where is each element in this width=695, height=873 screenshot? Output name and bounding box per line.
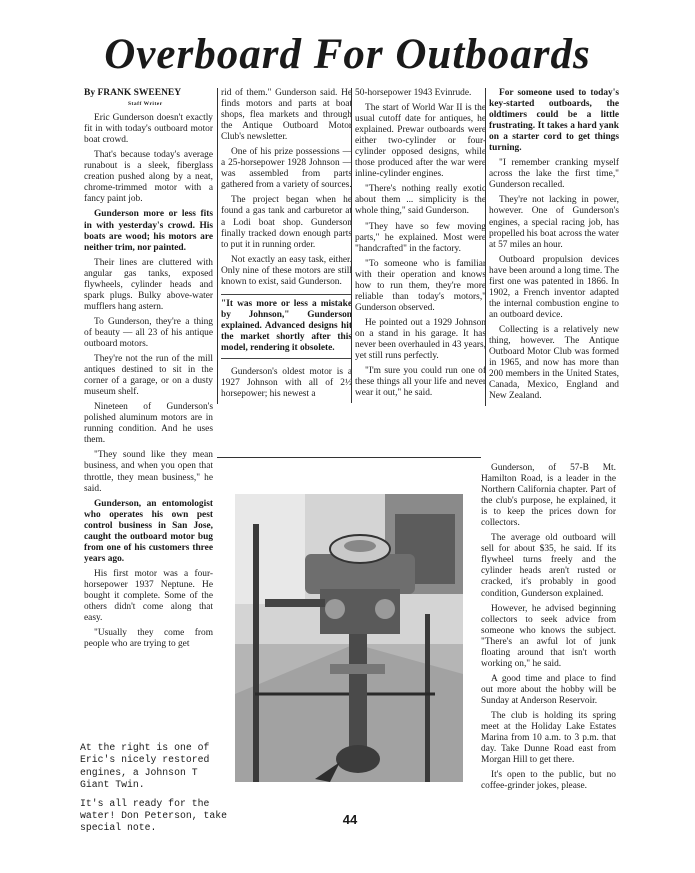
paragraph: However, he advised beginning collectors to seek advice from someone who knows the subject. "There's an awful lot of junk floating around that isn't worth working on," he said. — [481, 603, 616, 669]
column-4-continued — [481, 463, 616, 796]
outboard-motor-illustration — [235, 494, 463, 782]
paragraph: One of his prize possessions — a 25-horsepower 1928 Johnson — was assembled from parts gathered from a variety of sources. — [221, 147, 352, 191]
photo-caption — [80, 742, 230, 841]
column-2 — [217, 88, 352, 404]
column-4 — [485, 88, 619, 406]
byline-role: Staff Writer — [128, 101, 163, 108]
article-title: Overboard For Outboards — [104, 31, 591, 78]
paragraph: "There's nothing really exotic about them ... simplicity is the whole thing," said Gunderson. — [355, 184, 486, 217]
paragraph: Their lines are cluttered with angular gas tanks, exposed flywheels, cylinder heads and spark plugs. Bulky above-water mufflers hang astern. — [84, 257, 213, 312]
paragraph: The start of World War II is the usual cutoff date for antiques, he explained. Prewar outboards were either two-cylinder or four-cylinder opposed designs, while those produced after the war were inline-cylinder engines. — [355, 103, 486, 180]
column-1 — [84, 88, 213, 654]
paragraph-bold: Gunderson, an entomologist who operates his own pest control business in San Jose, caught the outboard motor bug from one of his customers three years ago. — [84, 498, 213, 564]
paragraph: They're not the run of the mill antiques destined to sit in the corner of a garage, or on a dusty museum shelf. — [84, 354, 213, 398]
paragraph: Nineteen of Gunderson's polished aluminum motors are in running condition. And he uses them. — [84, 402, 213, 446]
paragraph: 50-horsepower 1943 Evinrude. — [355, 88, 472, 98]
paragraph: The average old outboard will sell for about $35, he said. If its flywheel turns freely and the cylinder heads aren't rusted or cracked, it's probably in good condition, Gunderson explained. — [481, 533, 616, 599]
horizontal-rule — [217, 457, 481, 458]
paragraph: His first motor was a four-horsepower 1937 Neptune. He bought it complete. Some of the others didn't come along that easy. — [84, 568, 213, 624]
paragraph: rid of them." Gunderson said. He finds motors and parts at boat shops, flea markets and through the Antique Outboard Motor Club's newsletter. — [221, 88, 352, 143]
paragraph: Gunderson, of 57-B Mt. Hamilton Road, is a leader in the Northern California chapter. Part of the club's purpose, he explained, it is to keep the prices down for collectors. — [481, 463, 616, 529]
paragraph: "They sound like they mean business, and when you open that throttle, they mean business," he said. — [84, 450, 213, 494]
paragraph: "Usually they come from people who are trying to get — [84, 628, 213, 650]
pull-quote: "It was more or less a mistake by Johnson," Gunderson explained. Advanced designs hit the market shortly after this model, rendering it obsolete. — [221, 294, 352, 359]
paragraph: He pointed out a 1929 Johnson on a stand in his garage. It has never been overhauled in 43 years, yet still runs perfectly. — [355, 317, 486, 362]
paragraph: Eric Gunderson doesn't exactly fit in with today's outboard motor boat crowd. — [84, 113, 213, 146]
outboard-motor-photo — [235, 494, 463, 782]
paragraph: The project began when he found a gas tank and carburetor at a Lodi boat shop. Gunderson finally tracked down enough parts to put it in running order. — [221, 195, 352, 250]
paragraph: Gunderson's oldest motor is a 1927 Johnson with all of 2½ horsepower; his newest a — [221, 367, 352, 400]
paragraph-bold: For someone used to today's key-started outboards, the oldtimers could be a little frustrating. It takes a hard yank on a starter cord to get things turning. — [489, 88, 619, 154]
paragraph: It's open to the public, but no coffee-grinder jokes, please. — [481, 770, 616, 792]
paragraph: They're not lacking in power, however. One of Gunderson's engines, a special racing job, has propelled his boat across the water at 57 miles an hour. — [489, 195, 619, 250]
paragraph: A good time and place to find out more about the hobby will be Sunday at Anderson Reservoir. — [481, 673, 616, 706]
paragraph: "I'm sure you could run one of these things all your life and never wear it out," he said. — [355, 366, 486, 399]
page-number: 44 — [342, 812, 358, 827]
caption-line: It's all ready for the water! Don Peterson, take special note. — [80, 797, 227, 834]
byline: By FRANK SWEENEY — [84, 88, 182, 98]
paragraph: "I remember cranking myself across the lake the first time," Gunderson recalled. — [489, 158, 619, 191]
paragraph-bold: Gunderson more or less fits in with yesterday's crowd. His boats are wood; his motors are neither trim, nor painted. — [84, 209, 213, 253]
paragraph: "To someone who is familiar with their operation and knows how to run them, they're more reliable than today's motors," Gunderson observed. — [355, 258, 486, 313]
paragraph: Collecting is a relatively new thing, however. The Antique Outboard Motor Club was formed in 1965, and now has more than 200 members in the United States, Canada, Mexico, England and New Zealand. — [489, 324, 619, 402]
caption-line: At the right is one of Eric's nicely restored engines, a Johnson T Giant Twin. — [80, 742, 210, 791]
paragraph: That's because today's average runabout is a sleek, fiberglass creation pushed along by a neat, chrome-trimmed motor with a fancy paint job. — [84, 150, 213, 205]
paragraph: Not exactly an easy task, either. Only nine of these motors are still known to exist, said Gunderson. — [221, 254, 352, 287]
column-3 — [351, 88, 486, 403]
paragraph: Outboard propulsion devices have been around a long time. The first one was patented in 1866. In 1902, a French inventor adapted the internal combustion engine to an outboard device. — [489, 254, 619, 320]
paragraph: The club is holding its spring meet at the Holiday Lake Estates Marina from 10 a.m. to 3 p.m. that day. Take Dunne Road east from Morgan Hill to get there. — [481, 710, 616, 766]
paragraph: "They have so few moving parts," he explained. Most were "handcrafted" in the factory. — [355, 221, 486, 254]
paragraph: To Gunderson, they're a thing of beauty — all 23 of his antique outboard motors. — [84, 316, 213, 349]
